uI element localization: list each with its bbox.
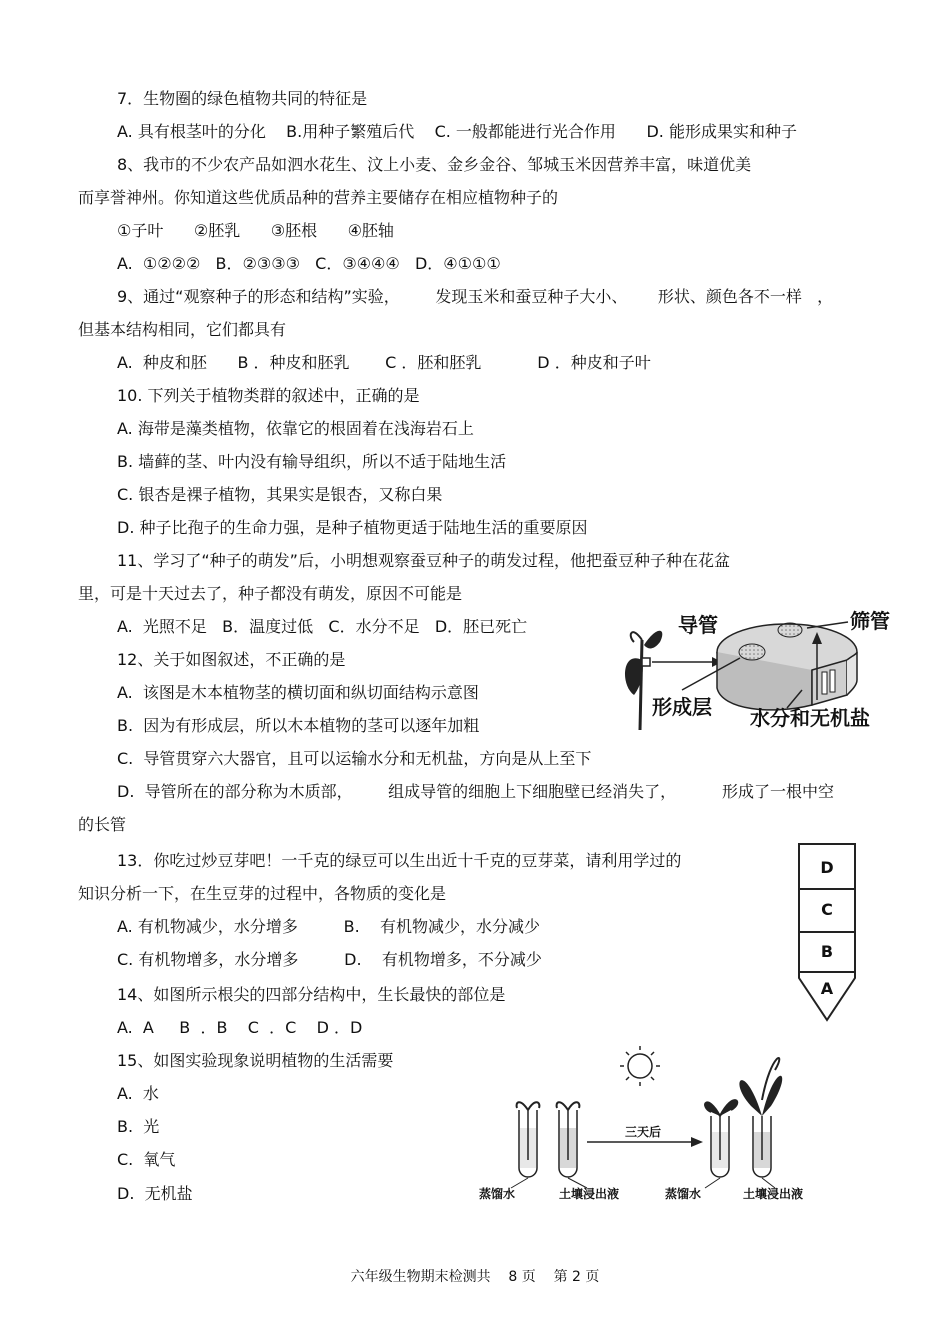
plant-experiment-figure <box>475 1040 843 1205</box>
q14-stem: 14、如图所示根尖的四部分结构中，生长最快的部位是 <box>117 985 506 1004</box>
q8-items: ①子叶 ②胚乳 ③胚根 ④胚轴 <box>117 221 394 240</box>
sieve-tube-label: 筛管 <box>850 609 890 633</box>
three-days-label: 三天后 <box>624 1125 662 1139</box>
q15-stem: 15、如图实验现象说明植物的生活需要 <box>117 1051 394 1070</box>
root-tip-figure <box>795 840 859 1022</box>
q13-options-cd: C. 有机物增多，水分增多 D. 有机物增多，不分减少 <box>117 950 542 969</box>
vessel-label: 导管 <box>678 613 718 637</box>
root-zone-d-label: D <box>820 858 834 877</box>
q8-stem-line2: 而享誉神州。你知道这些优质品种的营养主要储存在相应植物种子的 <box>78 188 559 207</box>
q13-stem-line2: 知识分析一下，在生豆芽的过程中，各物质的变化是 <box>78 884 447 903</box>
test-tube-distilled-before <box>517 1102 540 1177</box>
root-zone-a-label: A <box>820 979 834 998</box>
q12-option-d-line1: D. 导管所在的部分称为木质部， 组成导管的细胞上下细胞壁已经消失了， 形成了一根中空 <box>117 782 834 801</box>
q7-stem: 7．生物圈的绿色植物共同的特征是 <box>117 89 368 108</box>
q12-stem: 12、关于如图叙述，不正确的是 <box>117 650 346 669</box>
distilled-water-label: 蒸馏水 <box>479 1187 516 1201</box>
q10-option-c: C. 银杏是裸子植物，其果实是银杏，又称白果 <box>117 485 443 504</box>
distilled-water-label-2: 蒸馏水 <box>665 1187 702 1201</box>
q11-options: A. 光照不足 B．温度过低 C．水分不足 D．胚已死亡 <box>117 617 528 636</box>
root-zone-c-label: C <box>821 900 833 919</box>
page-footer: 六年级生物期末检测共 8 页 第 2 页 <box>350 1269 600 1285</box>
q10-option-d: D. 种子比孢子的生命力强，是种子植物更适于陆地生活的重要原因 <box>117 518 588 537</box>
test-tube-distilled-after <box>705 1100 737 1177</box>
q12-option-c: C. 导管贯穿六大器官，且可以运输水分和无机盐，方向是从上至下 <box>117 749 592 768</box>
q13-options-ab: A. 有机物减少，水分增多 B. 有机物减少，水分减少 <box>117 917 541 936</box>
q15-option-c: C. 氧气 <box>117 1150 176 1169</box>
soil-extract-label: 土壤浸出液 <box>559 1187 620 1201</box>
sun-icon <box>620 1046 660 1086</box>
soil-extract-label-2: 土壤浸出液 <box>743 1187 804 1201</box>
water-minerals-label: 水分和无机盐 <box>750 706 870 730</box>
cambium-label: 形成层 <box>652 695 712 719</box>
q9-stem-line1: 9、通过“观察种子的形态和结构”实验， 发现玉米和蚕豆种子大小、 形状、颜色各不一样 ， <box>117 287 834 306</box>
q9-stem-line2: 但基本结构相同，它们都具有 <box>78 320 287 339</box>
test-tube-soil-before <box>557 1102 580 1177</box>
q15-option-b: B. 光 <box>117 1117 160 1136</box>
stem-structure-figure <box>612 600 907 738</box>
q8-stem-line1: 8、我市的不少农产品如泗水花生、汶上小麦、金乡金谷、邹城玉米因营养丰富，味道优美 <box>117 155 752 174</box>
q14-options: A. A B ．B C ．C D ．D <box>117 1018 363 1037</box>
q15-option-d: D. 无机盐 <box>117 1184 193 1203</box>
q15-option-a: A. 水 <box>117 1084 159 1103</box>
q13-stem-line1: 13．你吃过炒豆芽吧！一千克的绿豆可以生出近十千克的豆芽菜，请利用学过的 <box>117 851 682 870</box>
q10-stem: 10. 下列关于植物类群的叙述中，正确的是 <box>117 386 420 405</box>
q12-option-b: B. 因为有形成层，所以木本植物的茎可以逐年加粗 <box>117 716 480 735</box>
q11-stem-line2: 里，可是十天过去了，种子都没有萌发，原因不可能是 <box>78 584 463 603</box>
q9-options: A. 种皮和胚 B ．种皮和胚乳 C ．胚和胚乳 D ．种皮和子叶 <box>117 353 651 372</box>
q10-option-a: A. 海带是藻类植物，依靠它的根固着在浅海岩石上 <box>117 419 474 438</box>
q10-option-b: B. 墙藓的茎、叶内没有输导组织，所以不适于陆地生活 <box>117 452 507 471</box>
q7-options: A. 具有根茎叶的分化 B.用种子繁殖后代 C. 一般都能进行光合作用 D. 能形成果实和种子 <box>117 122 797 141</box>
q12-option-d-line2: 的长管 <box>78 815 127 834</box>
q11-stem-line1: 11、学习了“种子的萌发”后，小明想观察蚕豆种子的萌发过程，他把蚕豆种子种在花盆 <box>117 551 730 570</box>
q12-option-a: A. 该图是木本植物茎的横切面和纵切面结构示意图 <box>117 683 479 702</box>
root-zone-b-label: B <box>820 942 834 961</box>
q8-options: A. ①②②② B．②③③③ C．③④④④ D．④①①① <box>117 254 501 273</box>
test-tube-soil-after <box>739 1058 782 1177</box>
